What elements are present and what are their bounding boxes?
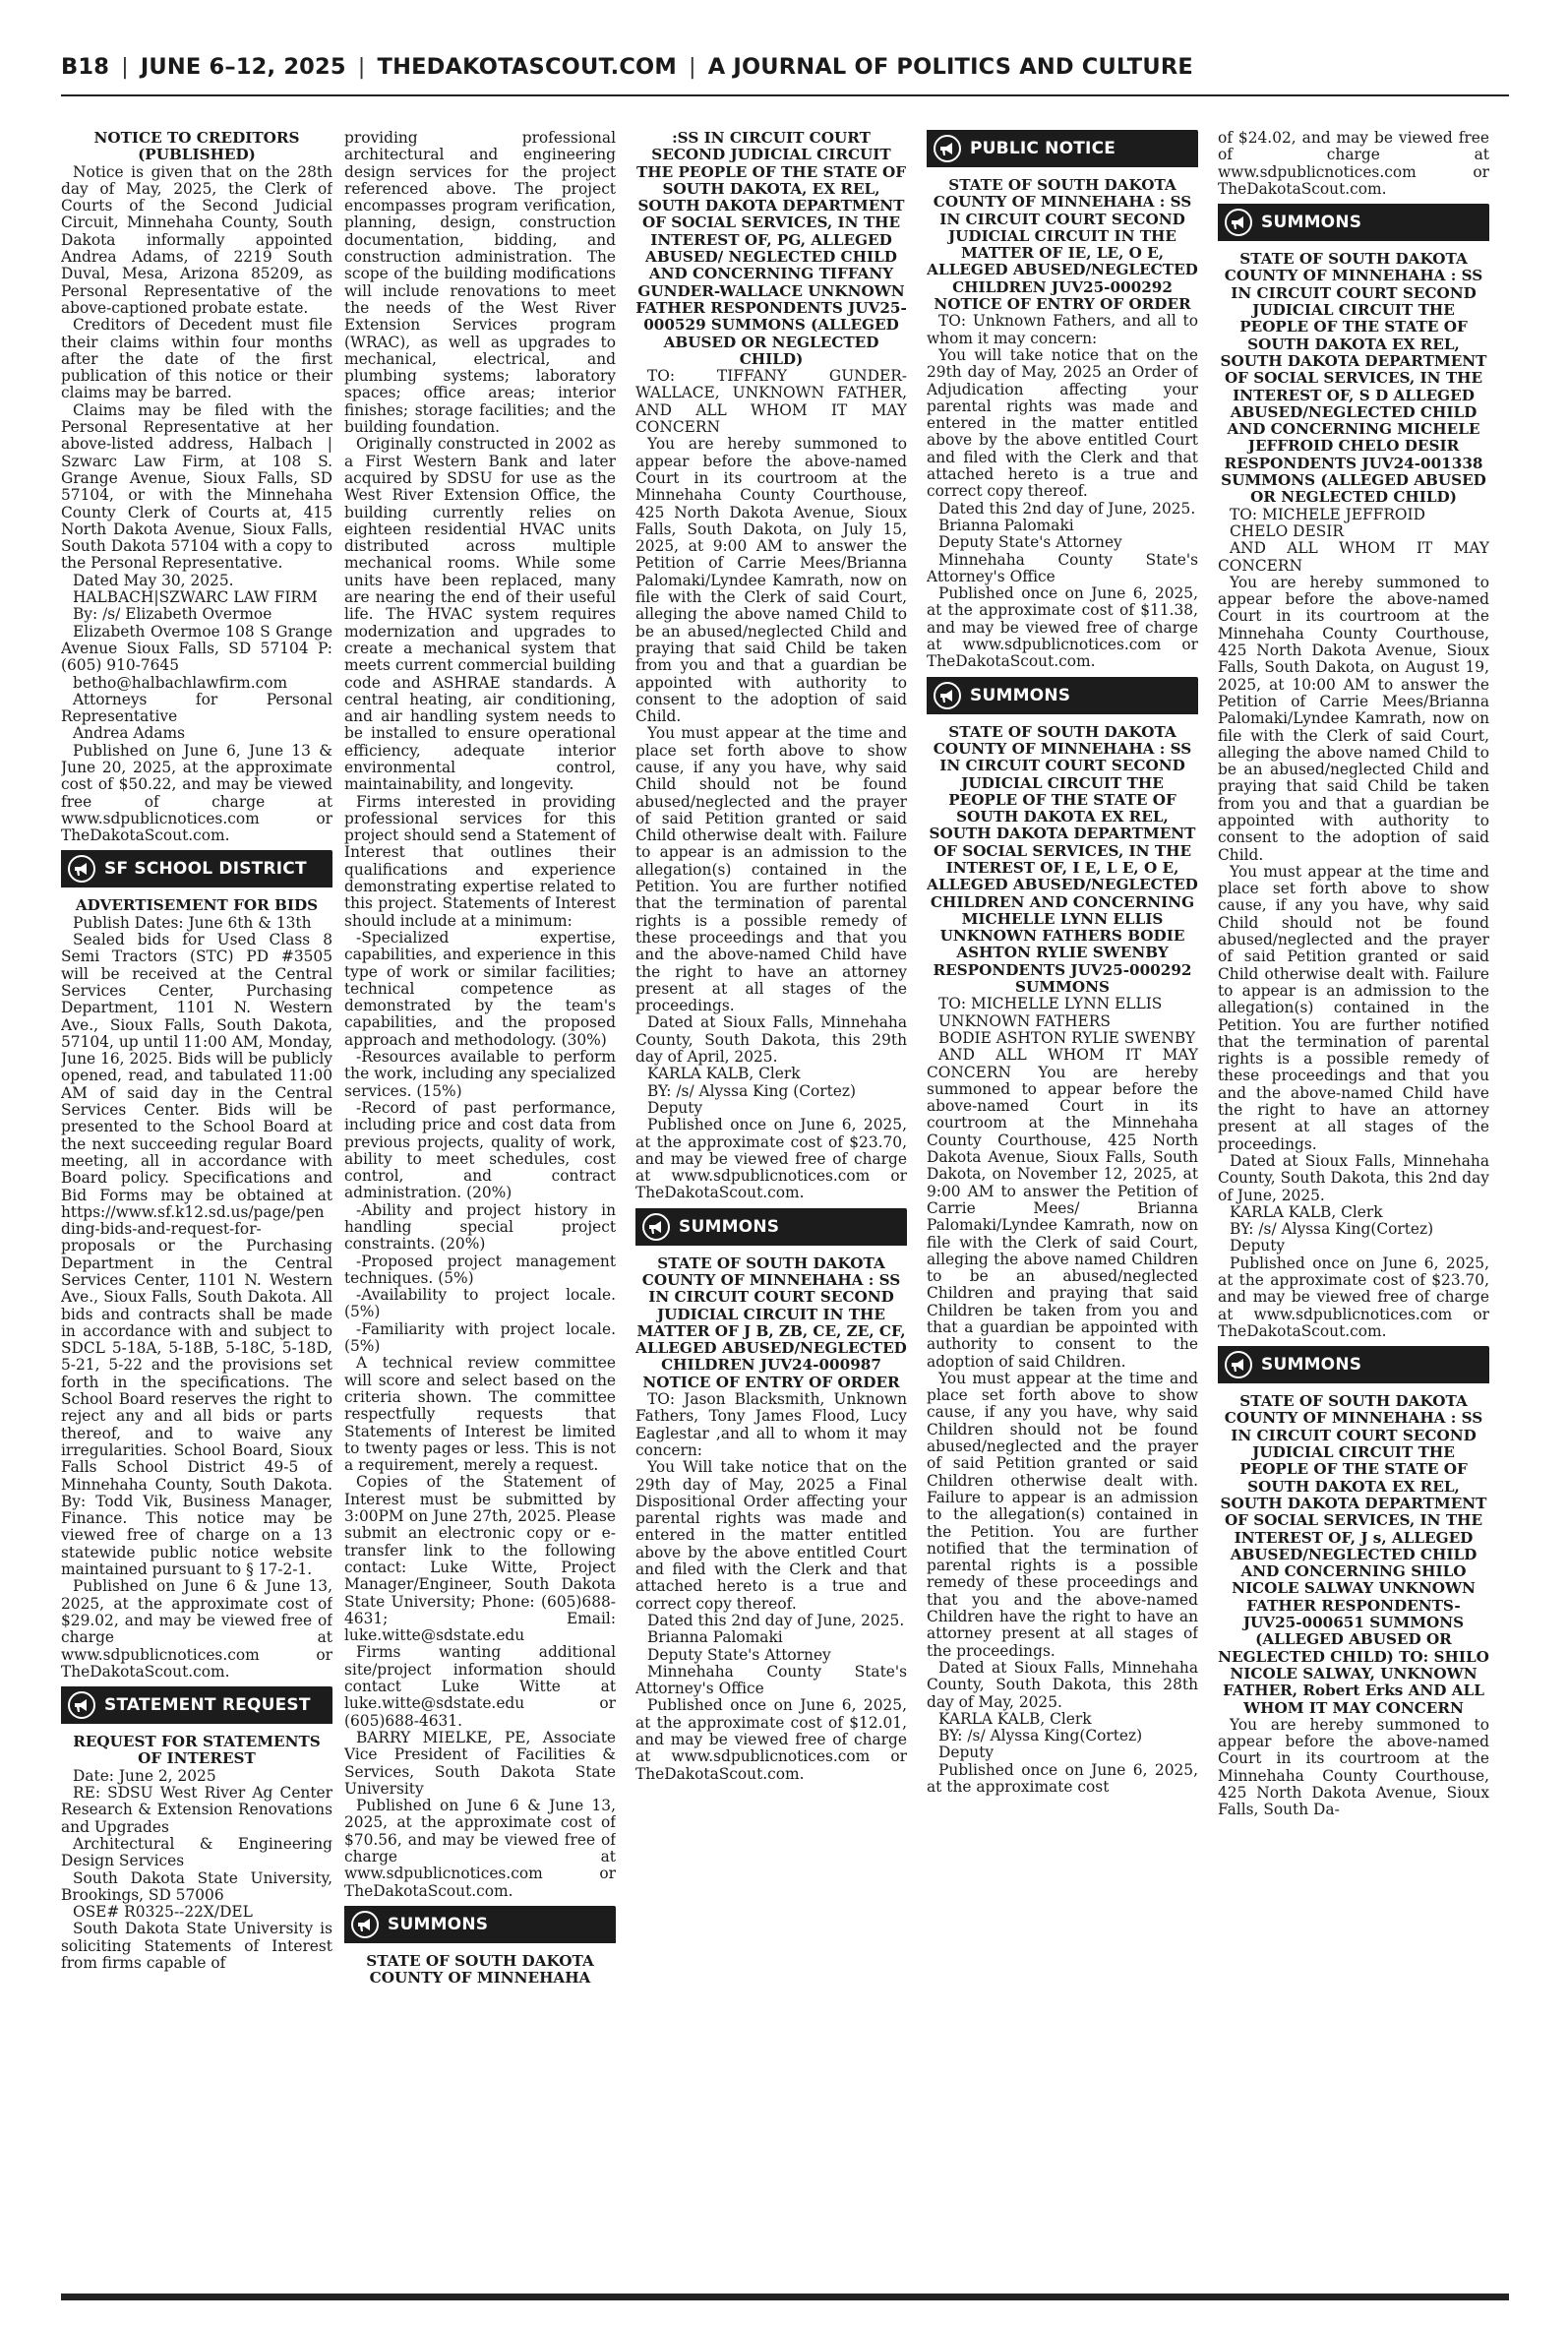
paragraph: Deputy State's Attorney bbox=[647, 1645, 831, 1664]
paragraph: Minnehaha County State's Attorney's Office bbox=[635, 1662, 907, 1698]
site-name: THEDAKOTASCOUT.COM bbox=[377, 54, 677, 80]
paragraph: of $24.02, and may be viewed free of charge at www.sdpublicnotices.com or TheDakotaScout.com. bbox=[1218, 130, 1489, 198]
paragraph: TO: Jason Blacksmith, Unknown Fathers, Tony James Flood, Lucy Eaglestar ,and all to whom it may concern: bbox=[635, 1390, 907, 1459]
publication-note: Published once on June 6, 2025, at the approximate cost of $11.38, and may be viewed free of charge at www.sdpublicnotices.com or TheDakotaScout.com. bbox=[927, 584, 1198, 671]
paragraph: Dated May 30, 2025. bbox=[73, 571, 234, 589]
paragraph: TO: MICHELLE LYNN ELLIS bbox=[938, 995, 1163, 1013]
paragraph: BARRY MIELKE, PE, Associate Vice President of Facilities & Services, South Dakota State University bbox=[344, 1728, 616, 1798]
banner-title: SUMMONS bbox=[1261, 213, 1362, 233]
paragraph: CHELO DESIR bbox=[1230, 521, 1344, 540]
paragraph: UNKNOWN FATHERS bbox=[938, 1011, 1111, 1030]
paragraph: betho@halbachlawfirm.com bbox=[73, 673, 288, 692]
paragraph: Date: June 2, 2025 bbox=[73, 1766, 216, 1785]
masthead: B18 | JUNE 6–12, 2025 | THEDAKOTASCOUT.COM | A JOURNAL OF POLITICS AND CULTURE bbox=[61, 54, 1193, 80]
paragraph: Minnehaha County State's Attorney's Office bbox=[927, 550, 1198, 585]
banner-title: SF SCHOOL DISTRICT bbox=[104, 859, 307, 880]
publication-note: Published on June 6, June 13 & June 20, 2025, at the approximate cost of $50.22, and may be viewed free of charge at www.sdpublicnotices.com or TheDakotaScout.com. bbox=[61, 741, 332, 845]
paragraph: Originally constructed in 2002 as a First Western Bank and later acquired by SDSU for use as the West River Extension Office, the building currently relies on eighteen residential HVAC units distributed across multiple mechanical rooms. While some units have been replaced, many are nearing the end of their useful life. The HVAC system requires modernization and upgrades to create a mechanical system that meets current commercial building code and ASHRAE standards. A central heating, air conditioning, and air handling system needs to be installed to ensure operational efficiency, adequate interior environmental control, maintainability, and longevity. bbox=[344, 435, 616, 794]
paragraph: Publish Dates: June 6th & 13th bbox=[73, 913, 312, 932]
publication-note: Published once on June 6, 2025, at the approximate cost of $23.70, and may be viewed free of charge at www.sdpublicnotices.com or TheDakotaScout.com. bbox=[635, 1116, 907, 1202]
paragraph: Dated at Sioux Falls, Minnehaha County, South Dakota, this 29th day of April, 2025. bbox=[635, 1013, 907, 1067]
paragraph: -Familiarity with project locale. (5%) bbox=[344, 1319, 616, 1356]
paragraph: You must appear at the time and place set forth above to show cause, if any you have, why said Child should not be found abused/neglected and the prayer of said Petition granted or said Child otherwise dealt with. Failure to appear is an admission to the allegation(s) contained in the Petition. You are further notified that the termination of parental rights is a possible remedy of these proceedings and that you and the above-named Child have the right to have an attorney present at all stages of the proceedings. bbox=[1218, 862, 1489, 1153]
paragraph: Dated this 2nd day of June, 2025. bbox=[647, 1611, 905, 1629]
paragraph: KARLA KALB, Clerk bbox=[647, 1065, 801, 1083]
paragraph: Deputy bbox=[938, 1744, 995, 1762]
paragraph: OSE# R0325--22X/DEL bbox=[73, 1903, 253, 1922]
paragraph: Architectural & Engineering Design Services bbox=[61, 1834, 332, 1870]
publication-note: Published on June 6 & June 13, 2025, at the approximate cost of $70.56, and may be viewed free of charge at www.sdpublicnotices.com or TheDakotaScout.com. bbox=[344, 1797, 616, 1900]
paragraph: South Dakota State University is soliciting Statements of Interest from firms capable of bbox=[61, 1920, 332, 1972]
paragraph: You will take notice that on the 29th day of May, 2025 an Order of Adjudication affecting your parental rights was made and entered in the matter entitled above by the above entitled Court and filed with the Clerk and that attached hereto is a true and correct copy thereof. bbox=[927, 345, 1198, 501]
megaphone-icon bbox=[67, 1690, 96, 1720]
paragraph: Claims may be filed with the Personal Representative at her above-listed address, Halbach | Szwarc Law Firm, at 108 S. Grange Avenue, Sioux Falls, SD 57104, or with the Minnehaha County Clerk of Courts at, 415 North Dakota Avenue, Sioux Falls, South Dakota 57104 with a copy to the Personal Representative. bbox=[61, 400, 332, 573]
notice-heading: STATE OF SOUTH DAKOTA COUNTY OF MINNEHAHA : SS IN CIRCUIT COURT SECOND JUDICIAL CIRCUIT IN THE MATTER OF IE, LE, O E, ALLEGED ABUSED/NEGLECTED CHILDREN JUV25-000292 NOTICE OF ENTRY OF ORDER bbox=[927, 176, 1198, 314]
paragraph: Notice is given that on the 28th day of May, 2025, the Clerk of Courts of the Second Judicial Circuit, Minnehaha County, South Dakota informally appointed Andrea Adams, of 2219 South Duval, Mesa, Arizona 85209, as Personal Representative of the above-captioned probate estate. bbox=[61, 162, 332, 317]
paragraph: AND ALL WHOM IT MAY CONCERN bbox=[1218, 539, 1489, 575]
paragraph: -Proposed project management techniques. (5%) bbox=[344, 1252, 616, 1287]
megaphone-icon bbox=[933, 681, 962, 710]
megaphone-icon bbox=[641, 1212, 671, 1242]
notice-heading: STATE OF SOUTH DAKOTA COUNTY OF MINNEHAHA bbox=[366, 1951, 594, 1988]
paragraph: KARLA KALB, Clerk bbox=[1230, 1202, 1383, 1221]
paragraph: TO: TIFFANY GUNDER-WALLACE, UNKNOWN FATHER, AND ALL WHOM IT MAY CONCERN bbox=[635, 367, 907, 437]
paragraph: You must appear at the time and place set forth above to show cause, if any you have, why said Children should not be found abused/neglected and the prayer of said Petition granted or said Children otherwise dealt with. Failure to appear is an admission to the allegation(s) contained in the Petition. You are further notified that the termination of parental rights is a possible remedy of these proceedings and that you and the above-named Children have the right to have an attorney present at all stages of the proceedings. bbox=[927, 1369, 1198, 1660]
publication-note: Published once on June 6, 2025, at the approximate cost bbox=[927, 1760, 1198, 1797]
notice-heading: ADVERTISEMENT FOR BIDS bbox=[75, 896, 319, 915]
paragraph: By: /s/ Elizabeth Overmoe bbox=[73, 605, 272, 624]
megaphone-icon bbox=[350, 1910, 380, 1939]
tagline: A JOURNAL OF POLITICS AND CULTURE bbox=[707, 54, 1193, 80]
paragraph: BODIE ASHTON RYLIE SWENBY bbox=[938, 1028, 1196, 1047]
section-banner-public-notice bbox=[927, 130, 1198, 167]
paragraph: Elizabeth Overmoe 108 S Grange Avenue Sioux Falls, SD 57104 P: (605) 910-7645 bbox=[61, 622, 332, 675]
section-banner-sf-school-district bbox=[61, 850, 332, 887]
paragraph: BY: /s/ Alyssa King(Cortez) bbox=[1230, 1220, 1434, 1239]
paragraph: Copies of the Statement of Interest must be submitted by 3:00PM on June 27th, 2025. Please submit an electronic copy or e-transfer link to the following contact: Luke Witte, Project Manager/Engineer, South Dakota State University; Phone: (605)688-4631; Email: luke.witte@sdstate.edu bbox=[344, 1473, 616, 1645]
publication-note: Published once on June 6, 2025, at the approximate cost of $12.01, and may be viewed free of charge at www.sdpublicnotices.com or TheDakotaScout.com. bbox=[635, 1696, 907, 1783]
megaphone-icon bbox=[67, 854, 96, 884]
section-banner-summons bbox=[635, 1208, 907, 1246]
banner-title: SUMMONS bbox=[970, 685, 1071, 705]
paragraph: RE: SDSU West River Ag Center Research & Extension Renovations and Upgrades bbox=[61, 1784, 332, 1836]
paragraph: Dated this 2nd day of June, 2025. bbox=[938, 499, 1196, 518]
paragraph: Andrea Adams bbox=[73, 724, 186, 743]
notice-heading: STATE OF SOUTH DAKOTA COUNTY OF MINNEHAHA : SS IN CIRCUIT COURT SECOND JUDICIAL CIRCUIT THE PEOPLE OF THE STATE OF SOUTH DAKOTA EX REL, SOUTH DAKOTA DEPARTMENT OF SOCIAL SERVICES, IN THE INTEREST OF, I E, L E, O E, ALLEGED ABUSED/NEGLECTED CHILDREN AND CONCERNING MICHELLE LYNN ELLIS UNKNOWN FATHERS BODIE ASHTON RYLIE SWENBY RESPONDENTS JUV25-000292 SUMMONS bbox=[927, 722, 1198, 997]
banner-title: PUBLIC NOTICE bbox=[970, 139, 1116, 158]
megaphone-icon bbox=[933, 134, 962, 163]
paragraph: South Dakota State University, Brookings, SD 57006 bbox=[61, 1868, 332, 1904]
section-banner-statement-request bbox=[61, 1686, 332, 1724]
column-5 bbox=[1218, 130, 1489, 2288]
notice-heading: NOTICE TO CREDITORS (PUBLISHED) bbox=[93, 130, 300, 164]
banner-title: STATEMENT REQUEST bbox=[104, 1695, 311, 1716]
paragraph: BY: /s/ Alyssa King(Cortez) bbox=[938, 1727, 1143, 1745]
publication-note: Published once on June 6, 2025, at the approximate cost of $23.70, and may be viewed free of charge at www.sdpublicnotices.com or TheDakotaScout.com. bbox=[1218, 1254, 1489, 1340]
paragraph: Sealed bids for Used Class 8 Semi Tractors (STC) PD #3505 will be received at the Central Services Center, Purchasing Department, 1101 N. Western Ave., Sioux Falls, South Dakota, 57104, up until 11:00 AM, Monday, June 16, 2025. Bids will be publicly opened, read, and tabulated 11:00 AM of said day in the Central Services Center. Bids will be presented to the School Board at the next succeeding regular Board meeting, all in accordance with Board policy. Specifications and Bid Forms may be obtained at https://www.sf.k12.sd.us/page/pending-bids-and-request-for-proposals or the Purchasing Department in the Central Services Center, 1101 N. Western Ave., Sioux Falls, South Dakota. All bids and contracts shall be made in accordance with and subject to SDCL 5-18A, 5-18B, 5-18C, 5-18D, 5-21, 5-22 and the provisions set forth in the specifications. The School Board reserves the right to reject any and all bids or parts thereof, and to waive any irregularities. School Board, Sioux Falls School District 49-5 of Minnehaha County, South Dakota. By: Todd Vik, Business Manager, Finance. This notice may be viewed free of charge on a 13 statewide public notice website maintained pursuant to § 17-2-1. bbox=[61, 931, 332, 1579]
banner-title: SUMMONS bbox=[679, 1216, 780, 1237]
column-3 bbox=[635, 130, 907, 2288]
notice-heading: REQUEST FOR STATEMENTS OF INTEREST bbox=[73, 1733, 321, 1768]
paragraph: -Record of past performance, including price and cost data from previous projects, quality of work, ability to meet schedules, cost control, and contract administration. (20%) bbox=[344, 1098, 616, 1202]
megaphone-icon bbox=[1224, 1350, 1253, 1379]
paragraph: Deputy bbox=[647, 1098, 703, 1117]
paragraph: -Availability to project locale. (5%) bbox=[344, 1286, 616, 1321]
paragraph: You are hereby summoned to appear before the above-named Court in its courtroom at the Minnehaha County Courthouse, 425 North Dakota Avenue, Sioux Falls, South Dakota, on August 19, 2025, at 10:00 AM to answer the Petition of Carrie Mees/Brianna Palomaki/Lyndee Kamrath, now on file with the Clerk of said Court, alleging the above named Child to be an abused/neglected Child and praying that said Child be taken from you and that a guardian be appointed with authority to consent to the adoption of said Child. bbox=[1218, 573, 1489, 864]
paragraph: Creditors of Decedent must file their claims within four months after the date of the first publication of this notice or their claims may be barred. bbox=[61, 316, 332, 402]
section-banner-summons bbox=[1218, 1346, 1489, 1383]
paragraph: Dated at Sioux Falls, Minnehaha County, South Dakota, this 2nd day of June, 2025. bbox=[1218, 1151, 1489, 1204]
paragraph: BY: /s/ Alyssa King (Cortez) bbox=[647, 1081, 857, 1100]
paragraph: HALBACH|SZWARC LAW FIRM bbox=[73, 588, 318, 607]
footer-rule bbox=[61, 2294, 1509, 2300]
notice-heading: :SS IN CIRCUIT COURT SECOND JUDICIAL CIRCUIT THE PEOPLE OF THE STATE OF SOUTH DAKOTA, EX REL, SOUTH DAKOTA DEPARTMENT OF SOCIAL SERVICES, IN THE INTEREST OF, PG, ALLEGED ABUSED/ NEGLECTED CHILD AND CONCERNING TIFFANY GUNDER-WALLACE UNKNOWN FATHER RESPONDENTS JUV25-000529 SUMMONS (ALLEGED ABUSED OR NEGLECTED CHILD) bbox=[635, 130, 907, 368]
paragraph: TO: Unknown Fathers, and all to whom it may concern: bbox=[927, 312, 1198, 347]
column-4 bbox=[927, 130, 1198, 2288]
column-2 bbox=[344, 130, 616, 2288]
section-banner-summons bbox=[1218, 204, 1489, 241]
notice-heading: STATE OF SOUTH DAKOTA COUNTY OF MINNEHAHA : SS IN CIRCUIT COURT SECOND JUDICIAL CIRCUIT IN THE MATTER OF J B, ZB, CE, ZE, CF, ALLEGED ABUSED/NEGLECTED CHILDREN JUV24-000987 NOTICE OF ENTRY OF ORDER bbox=[635, 1254, 907, 1391]
paragraph: Deputy bbox=[1230, 1237, 1286, 1255]
paragraph: -Ability and project history in handling special project constraints. (20%) bbox=[344, 1200, 616, 1254]
paragraph: A technical review committee will score and select based on the criteria shown. The committee respectfully requests that Statements of Interest be limited to twenty pages or less. This is not a requirement, merely a request. bbox=[344, 1354, 616, 1475]
megaphone-icon bbox=[1224, 208, 1253, 237]
banner-title: SUMMONS bbox=[388, 1914, 489, 1934]
notice-heading: STATE OF SOUTH DAKOTA COUNTY OF MINNEHAHA : SS IN CIRCUIT COURT SECOND JUDICIAL CIRCUIT THE PEOPLE OF THE STATE OF SOUTH DAKOTA EX REL, SOUTH DAKOTA DEPARTMENT OF SOCIAL SERVICES, IN THE INTEREST OF, S D ALLEGED ABUSED/NEGLECTED CHILD AND CONCERNING MICHELE JEFFROID CHELO DESIR RESPONDENTS JUV24-001338 SUMMONS (ALLEGED ABUSED OR NEGLECTED CHILD) bbox=[1220, 250, 1487, 507]
paragraph: Attorneys for Personal Representative bbox=[61, 690, 332, 726]
paragraph: You are hereby summoned to appear before the above-named Court in its courtroom at the Minnehaha County Courthouse, 425 North Dakota Avenue, Sioux Falls, South Dakota, on July 15, 2025, at 9:00 AM to answer the Petition of Carrie Mees/Brianna Palomaki/Lyndee Kamrath, now on file with the Clerk of said Court, alleging the above named Child to be an abused/neglected Child and praying that said Child be taken from you and that a guardian be appointed with authority to consent to the adoption of said Child. bbox=[635, 435, 907, 726]
notice-heading: STATE OF SOUTH DAKOTA COUNTY OF MINNEHAHA : SS IN CIRCUIT COURT SECOND JUDICIAL CIRCUIT THE PEOPLE OF THE STATE OF SOUTH DAKOTA EX REL, SOUTH DAKOTA DEPARTMENT OF SOCIAL SERVICES, IN THE INTEREST OF, J s, ALLEGED ABUSED/NEGLECTED CHILD AND CONCERNING SHILO NICOLE SALWAY UNKNOWN FATHER RESPONDENTS- JUV25-000651 SUMMONS (ALLEGED ABUSED OR NEGLECTED CHILD) TO: SHILO NICOLE SALWAY, UNKNOWN FATHER, Robert Erks AND ALL WHOM IT MAY CONCERN bbox=[1218, 1392, 1489, 1717]
paragraph: Brianna Palomaki bbox=[938, 516, 1074, 534]
paragraph: -Resources available to perform the work, including any specialized services. (15%) bbox=[344, 1048, 616, 1100]
paragraph: You Will take notice that on the 29th day of May, 2025 a Final Dispositional Order affecting your parental rights was made and entered in the matter entitled above by the above entitled Court and filed with the Clerk and that attached hereto is a true and correct copy thereof. bbox=[635, 1458, 907, 1613]
paragraph: TO: MICHELE JEFFROID bbox=[1230, 505, 1425, 523]
paragraph: Deputy State's Attorney bbox=[938, 533, 1122, 552]
page-number: B18 bbox=[61, 54, 110, 80]
paragraph: providing professional architectural and engineering design services for the project referenced above. The project encompasses program verification, planning, design, construction documentation, bidding, and construction administration. The scope of the building modifications will include renovations to meet the needs of the West River Extension Services program (WRAC), as well as upgrades to mechanical, electrical, and plumbing systems; laboratory spaces; office areas; interior finishes; storage facilities; and the building foundation. bbox=[344, 130, 616, 437]
paragraph: Dated at Sioux Falls, Minnehaha County, South Dakota, this 28th day of May, 2025. bbox=[927, 1658, 1198, 1711]
paragraph: KARLA KALB, Clerk bbox=[938, 1709, 1092, 1728]
issue-date: JUNE 6–12, 2025 bbox=[140, 54, 346, 80]
paragraph: You are hereby summoned to appear before the above-named Court in its courtroom at the Minnehaha County Courthouse, 425 North Dakota Avenue, Sioux Falls, South Da- bbox=[1218, 1715, 1489, 1819]
paragraph: -Specialized expertise, capabilities, and experience in this type of work or similar facilities; technical competence as demonstrated by the team's capabilities, and the proposed approach and methodology. (30%) bbox=[344, 928, 616, 1049]
section-banner-summons bbox=[927, 677, 1198, 714]
paragraph: AND ALL WHOM IT MAY CONCERN You are hereby summoned to appear before the above-named Court in its courtroom at the Minnehaha County Courthouse, 425 North Dakota Avenue, Sioux Falls, South Dakota, on November 12, 2025, at 9:00 AM to answer the Petition of Carrie Mees/ Brianna Palomaki/Lyndee Kamrath, now on file with the Clerk of said Court, alleging the above named Children to be an abused/neglected Children and praying that said Children be taken from you and that a guardian be appointed with authority to consent to the adoption of said Children. bbox=[927, 1046, 1198, 1371]
banner-title: SUMMONS bbox=[1261, 1355, 1362, 1376]
section-banner-summons bbox=[344, 1906, 616, 1943]
column-1 bbox=[61, 130, 332, 2288]
paragraph: Firms wanting additional site/project information should contact Luke Witte at luke.witte@sdstate.edu or (605)688-4631. bbox=[344, 1643, 616, 1730]
publication-note: Published on June 6 & June 13, 2025, at the approximate cost of $29.02, and may be viewed free of charge at www.sdpublicnotices.com or TheDakotaScout.com. bbox=[61, 1577, 332, 1681]
paragraph: You must appear at the time and place set forth above to show cause, if any you have, why said Child should not be found abused/neglected and the prayer of said Petition granted or said Child otherwise dealt with. Failure to appear is an admission to the allegation(s) contained in the Petition. You are further notified that the termination of parental rights is a possible remedy of these proceedings and that you and the above-named Child have the right to have an attorney present at all stages of the proceedings. bbox=[635, 724, 907, 1015]
paragraph: Firms interested in providing professional services for this project should send a Statement of Interest that outlines their qualifications and experience demonstrating expertise related to this project. Statements of Interest should include at a minimum: bbox=[344, 792, 616, 930]
header-rule bbox=[61, 94, 1509, 96]
paragraph: Brianna Palomaki bbox=[647, 1628, 783, 1647]
